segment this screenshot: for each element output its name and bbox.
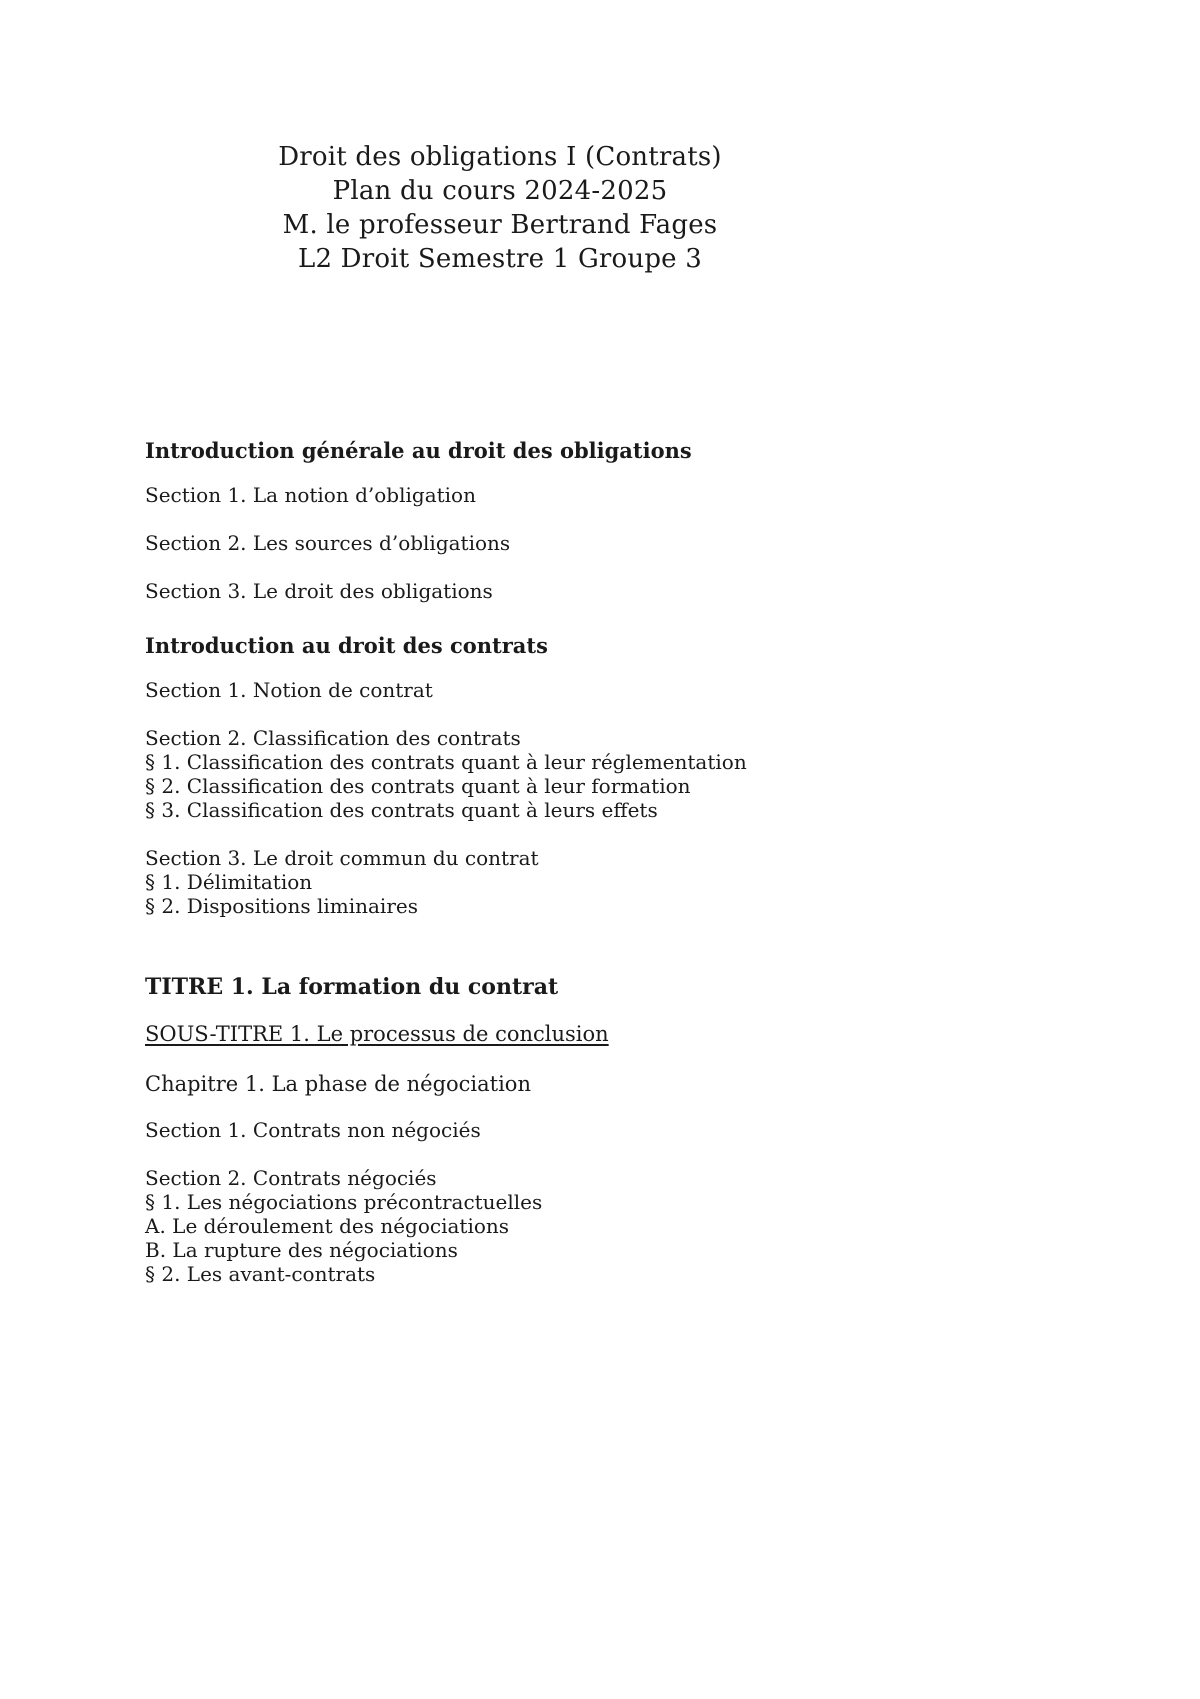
section-line: Section 1. Notion de contrat [145,678,433,702]
heading-intro-obligations: Introduction générale au droit des obligations [145,438,692,463]
course-title: Droit des obligations I (Contrats) [278,142,722,172]
section-line: Section 1. La notion d’obligation [145,483,476,507]
paragraph-line: § 1. Les négociations précontractuelles [145,1190,543,1214]
section-line: Section 2. Les sources d’obligations [145,531,511,555]
document-title-block [0,140,1000,276]
professor-name: M. le professeur Bertrand Fages [282,210,718,240]
section-line: Section 3. Le droit des obligations [145,579,493,603]
section-line: Section 2. Classification des contrats [145,726,521,750]
paragraph-line: § 2. Dispositions liminaires [145,894,418,918]
course-plan-year: Plan du cours 2024-2025 [332,176,668,206]
paragraph-line: § 2. Les avant-contrats [145,1262,376,1286]
heading-titre-1: TITRE 1. La formation du contrat [145,974,559,1000]
paragraph-line: § 1. Classification des contrats quant à leur réglementation [145,750,747,774]
course-outline [145,437,1145,1286]
heading-chapitre-1: Chapitre 1. La phase de négociation [145,1072,531,1096]
section-line: Section 1. Contrats non négociés [145,1118,481,1142]
paragraph-line: A. Le déroulement des négociations [145,1214,510,1238]
heading-intro-contrats: Introduction au droit des contrats [145,633,548,658]
section-line: Section 3. Le droit commun du contrat [145,846,539,870]
paragraph-line: § 3. Classification des contrats quant à leurs effets [145,798,658,822]
paragraph-line: B. La rupture des négociations [145,1238,458,1262]
course-level-group: L2 Droit Semestre 1 Groupe 3 [298,244,702,274]
paragraph-line: § 1. Délimitation [145,870,313,894]
section-line: Section 2. Contrats négociés [145,1166,437,1190]
paragraph-line: § 2. Classification des contrats quant à leur formation [145,774,691,798]
heading-sous-titre-1: SOUS-TITRE 1. Le processus de conclusion [145,1022,609,1046]
